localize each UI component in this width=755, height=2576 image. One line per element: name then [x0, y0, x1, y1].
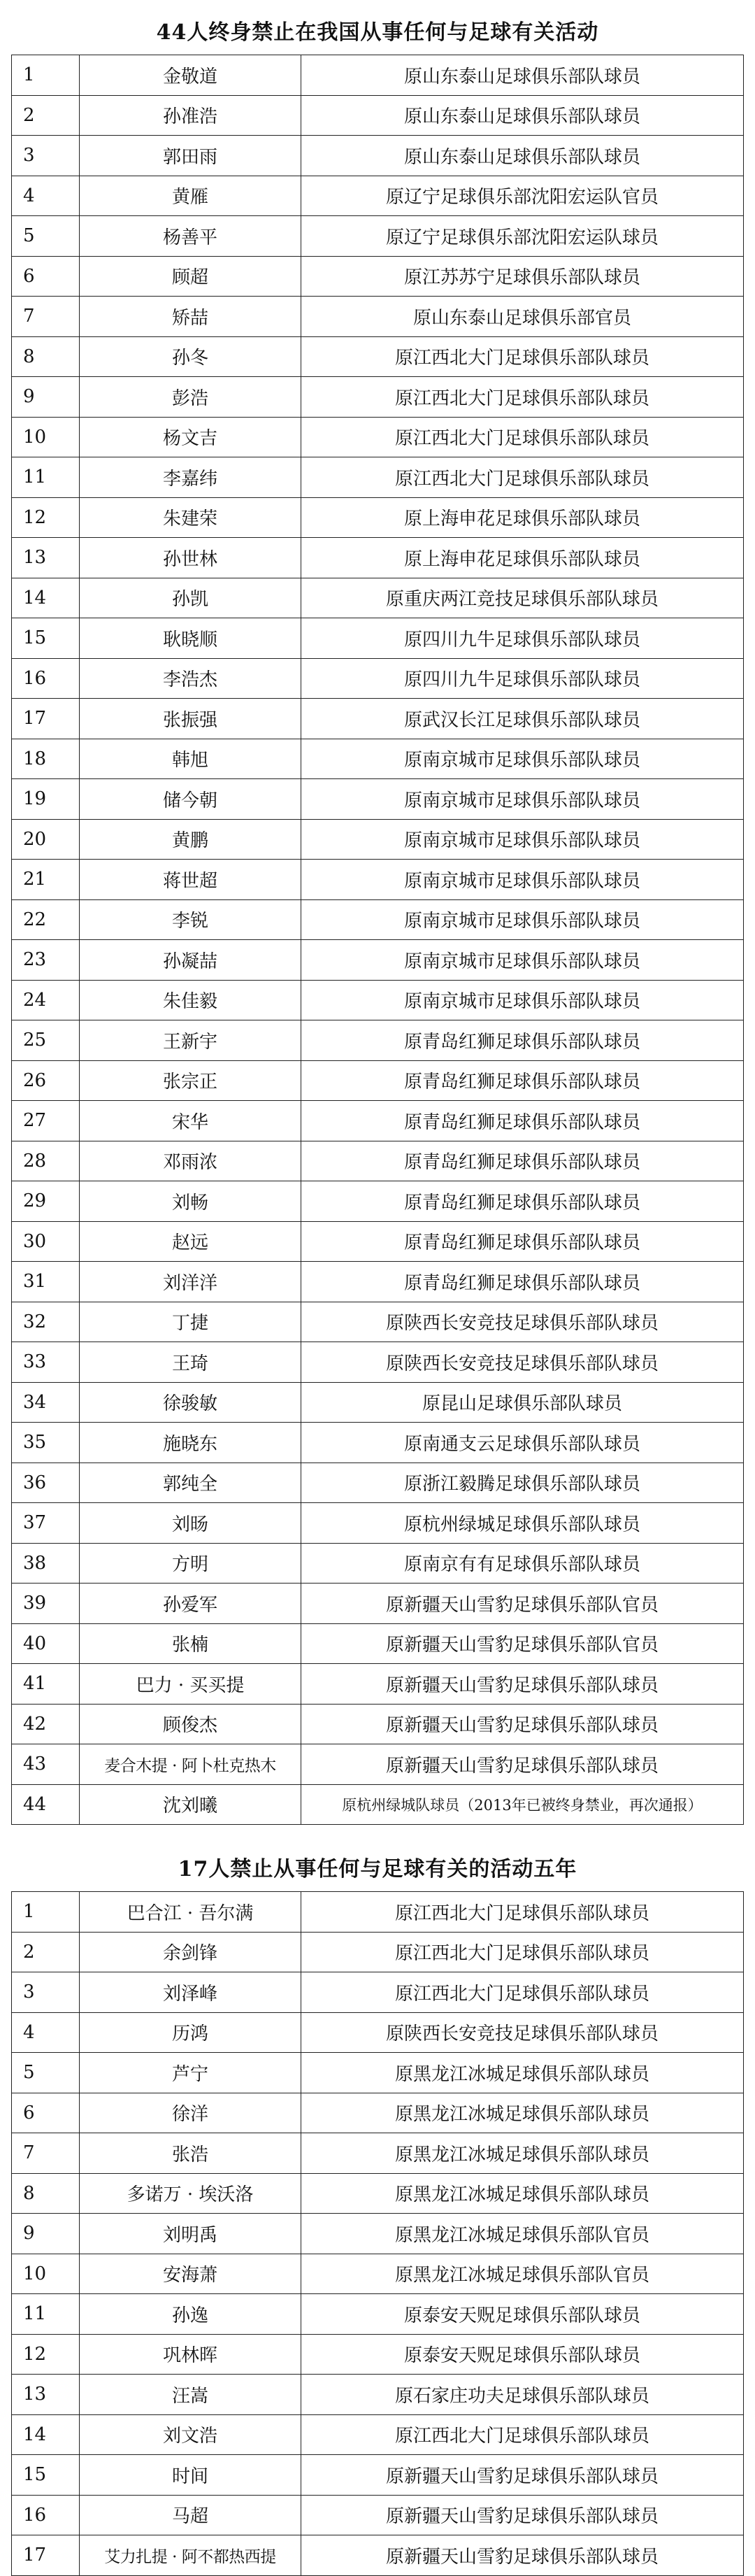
club-role: 原新疆天山雪豹足球俱乐部队球员 — [301, 1664, 744, 1705]
table-row — [12, 1503, 744, 1544]
row-number: 44 — [12, 1784, 80, 1825]
row-number: 17 — [12, 2535, 80, 2576]
table-row — [12, 2012, 744, 2053]
row-number: 11 — [12, 2294, 80, 2335]
person-name: 刘旸 — [80, 1503, 301, 1544]
person-name: 孙逸 — [80, 2294, 301, 2335]
table-row — [12, 2334, 744, 2375]
table-row — [12, 1664, 744, 1705]
club-role: 原山东泰山足球俱乐部队球员 — [301, 136, 744, 176]
table-row — [12, 2495, 744, 2535]
table-row — [12, 980, 744, 1020]
table-row — [12, 1020, 744, 1061]
club-role: 原辽宁足球俱乐部沈阳宏运队球员 — [301, 216, 744, 257]
person-name: 安海萧 — [80, 2254, 301, 2294]
table-row — [12, 1302, 744, 1342]
person-name: 蒋世超 — [80, 860, 301, 900]
club-role: 原南京城市足球俱乐部队球员 — [301, 739, 744, 779]
row-number: 26 — [12, 1060, 80, 1101]
row-number: 5 — [12, 216, 80, 257]
lifetime-ban-table-body — [12, 55, 744, 1825]
row-number: 13 — [12, 538, 80, 578]
club-role: 原青岛红狮足球俱乐部队球员 — [301, 1181, 744, 1222]
person-name: 历鸿 — [80, 2012, 301, 2053]
person-name: 多诺万 · 埃沃洛 — [80, 2173, 301, 2214]
row-number: 6 — [12, 2093, 80, 2133]
club-role: 原南京有有足球俱乐部队球员 — [301, 1543, 744, 1584]
row-number: 7 — [12, 297, 80, 337]
person-name: 孙凯 — [80, 578, 301, 618]
club-role: 原四川九牛足球俱乐部队球员 — [301, 618, 744, 659]
table-row — [12, 1262, 744, 1302]
table-row — [12, 176, 744, 216]
club-role: 原黑龙江冰城足球俱乐部队球员 — [301, 2093, 744, 2133]
row-number: 16 — [12, 658, 80, 699]
club-role: 原武汉长江足球俱乐部队球员 — [301, 699, 744, 739]
club-role: 原新疆天山雪豹足球俱乐部队球员 — [301, 2495, 744, 2535]
person-name: 张宗正 — [80, 1060, 301, 1101]
person-name: 巴力 · 买买提 — [80, 1664, 301, 1705]
club-role: 原山东泰山足球俱乐部队球员 — [301, 55, 744, 96]
table-row — [12, 2214, 744, 2254]
club-role: 原上海申花足球俱乐部队球员 — [301, 538, 744, 578]
row-number: 14 — [12, 578, 80, 618]
row-number: 10 — [12, 2254, 80, 2294]
row-number: 3 — [12, 136, 80, 176]
row-number: 41 — [12, 1664, 80, 1705]
club-role: 原陕西长安竞技足球俱乐部队球员 — [301, 2012, 744, 2053]
person-name: 朱佳毅 — [80, 980, 301, 1020]
row-number: 21 — [12, 860, 80, 900]
table-row — [12, 95, 744, 136]
row-number: 4 — [12, 176, 80, 216]
club-role: 原青岛红狮足球俱乐部队球员 — [301, 1020, 744, 1061]
lifetime-ban-table — [11, 55, 744, 1825]
table-row — [12, 2294, 744, 2335]
person-name: 徐骏敏 — [80, 1382, 301, 1423]
row-number: 12 — [12, 2334, 80, 2375]
person-name: 汪嵩 — [80, 2375, 301, 2415]
club-role: 原杭州绿城足球俱乐部队球员 — [301, 1503, 744, 1544]
person-name: 金敬道 — [80, 55, 301, 96]
row-number: 40 — [12, 1623, 80, 1664]
person-name: 张浩 — [80, 2133, 301, 2174]
table-row — [12, 1932, 744, 1972]
club-role: 原泰安天贶足球俱乐部队球员 — [301, 2294, 744, 2335]
table-row — [12, 1342, 744, 1383]
club-role: 原青岛红狮足球俱乐部队球员 — [301, 1141, 744, 1181]
row-number: 3 — [12, 1972, 80, 2013]
five-year-ban-table — [11, 1891, 744, 2576]
row-number: 27 — [12, 1101, 80, 1141]
table-row — [12, 699, 744, 739]
person-name: 顾俊杰 — [80, 1704, 301, 1744]
table-row — [12, 2053, 744, 2093]
club-role: 原杭州绿城队球员（2013年已被终身禁业，再次通报） — [301, 1784, 744, 1825]
row-number: 15 — [12, 2455, 80, 2496]
person-name: 韩旭 — [80, 739, 301, 779]
person-name: 方明 — [80, 1543, 301, 1584]
table-row — [12, 2133, 744, 2174]
row-number: 31 — [12, 1262, 80, 1302]
row-number: 35 — [12, 1423, 80, 1463]
table-row — [12, 2375, 744, 2415]
table-row — [12, 2535, 744, 2576]
table-row — [12, 1584, 744, 1624]
club-role: 原新疆天山雪豹足球俱乐部队球员 — [301, 2535, 744, 2576]
club-role: 原黑龙江冰城足球俱乐部队球员 — [301, 2053, 744, 2093]
club-role: 原江西北大门足球俱乐部队球员 — [301, 1932, 744, 1972]
person-name: 孙准浩 — [80, 95, 301, 136]
person-name: 徐洋 — [80, 2093, 301, 2133]
row-number: 39 — [12, 1584, 80, 1624]
row-number: 34 — [12, 1382, 80, 1423]
row-number: 30 — [12, 1221, 80, 1262]
person-name: 矫喆 — [80, 297, 301, 337]
table-row — [12, 497, 744, 538]
person-name: 朱建荣 — [80, 497, 301, 538]
club-role: 原四川九牛足球俱乐部队球员 — [301, 658, 744, 699]
club-role: 原黑龙江冰城足球俱乐部队官员 — [301, 2254, 744, 2294]
club-role: 原江苏苏宁足球俱乐部队球员 — [301, 256, 744, 297]
table-row — [12, 1463, 744, 1503]
person-name: 余剑锋 — [80, 1932, 301, 1972]
club-role: 原青岛红狮足球俱乐部队球员 — [301, 1101, 744, 1141]
table-row — [12, 1101, 744, 1141]
club-role: 原青岛红狮足球俱乐部队球员 — [301, 1060, 744, 1101]
club-role: 原石家庄功夫足球俱乐部队球员 — [301, 2375, 744, 2415]
row-number: 28 — [12, 1141, 80, 1181]
table-row — [12, 940, 744, 981]
person-name: 郭田雨 — [80, 136, 301, 176]
table-row — [12, 1543, 744, 1584]
person-name: 艾力扎提 · 阿不都热西提 — [80, 2535, 301, 2576]
person-name: 刘文浩 — [80, 2414, 301, 2455]
club-role: 原山东泰山足球俱乐部队球员 — [301, 95, 744, 136]
club-role: 原南通支云足球俱乐部队球员 — [301, 1423, 744, 1463]
table-row — [12, 899, 744, 940]
person-name: 刘畅 — [80, 1181, 301, 1222]
person-name: 王琦 — [80, 1342, 301, 1383]
person-name: 巩林晖 — [80, 2334, 301, 2375]
table-row — [12, 819, 744, 860]
club-role: 原新疆天山雪豹足球俱乐部队官员 — [301, 1584, 744, 1624]
row-number: 43 — [12, 1744, 80, 1785]
table-row — [12, 1060, 744, 1101]
club-role: 原江西北大门足球俱乐部队球员 — [301, 377, 744, 418]
person-name: 张振强 — [80, 699, 301, 739]
person-name: 芦宁 — [80, 2053, 301, 2093]
table-row — [12, 578, 744, 618]
row-number: 20 — [12, 819, 80, 860]
club-role: 原上海申花足球俱乐部队球员 — [301, 497, 744, 538]
person-name: 麦合木提 · 阿卜杜克热木 — [80, 1744, 301, 1785]
person-name: 郭纯全 — [80, 1463, 301, 1503]
table-row — [12, 1423, 744, 1463]
club-role: 原江西北大门足球俱乐部队球员 — [301, 457, 744, 498]
person-name: 李嘉纬 — [80, 457, 301, 498]
five-year-ban-title: 17人禁止从事任何与足球有关的活动五年 — [178, 1857, 577, 1881]
person-name: 耿晓顺 — [80, 618, 301, 659]
club-role: 原南京城市足球俱乐部队球员 — [301, 899, 744, 940]
table-row — [12, 538, 744, 578]
club-role: 原泰安天贶足球俱乐部队球员 — [301, 2334, 744, 2375]
person-name: 孙爱军 — [80, 1584, 301, 1624]
row-number: 19 — [12, 779, 80, 820]
table-row — [12, 2414, 744, 2455]
row-number: 25 — [12, 1020, 80, 1061]
row-number: 1 — [12, 1892, 80, 1933]
club-role: 原南京城市足球俱乐部队球员 — [301, 980, 744, 1020]
table-row — [12, 136, 744, 176]
person-name: 刘洋洋 — [80, 1262, 301, 1302]
club-role: 原新疆天山雪豹足球俱乐部队球员 — [301, 2455, 744, 2496]
table-row — [12, 658, 744, 699]
person-name: 杨文吉 — [80, 417, 301, 457]
table-row — [12, 779, 744, 820]
table-row — [12, 417, 744, 457]
row-number: 36 — [12, 1463, 80, 1503]
club-role: 原昆山足球俱乐部队球员 — [301, 1382, 744, 1423]
table-row — [12, 256, 744, 297]
row-number: 2 — [12, 1932, 80, 1972]
club-role: 原重庆两江竞技足球俱乐部队球员 — [301, 578, 744, 618]
person-name: 刘泽峰 — [80, 1972, 301, 2013]
row-number: 9 — [12, 377, 80, 418]
row-number: 22 — [12, 899, 80, 940]
table-row — [12, 1704, 744, 1744]
table-row — [12, 457, 744, 498]
person-name: 宋华 — [80, 1101, 301, 1141]
table-row — [12, 336, 744, 377]
club-role: 原新疆天山雪豹足球俱乐部队官员 — [301, 1623, 744, 1664]
person-name: 张楠 — [80, 1623, 301, 1664]
five-year-ban-section — [11, 1842, 744, 2576]
person-name: 丁捷 — [80, 1302, 301, 1342]
person-name: 彭浩 — [80, 377, 301, 418]
club-role: 原陕西长安竞技足球俱乐部队球员 — [301, 1302, 744, 1342]
person-name: 刘明禹 — [80, 2214, 301, 2254]
club-role: 原黑龙江冰城足球俱乐部队球员 — [301, 2133, 744, 2174]
row-number: 1 — [12, 55, 80, 96]
person-name: 储今朝 — [80, 779, 301, 820]
row-number: 17 — [12, 699, 80, 739]
row-number: 12 — [12, 497, 80, 538]
row-number: 14 — [12, 2414, 80, 2455]
table-row — [12, 2173, 744, 2214]
lifetime-ban-title: 44人终身禁止在我国从事任何与足球有关活动 — [156, 20, 599, 45]
table-row — [12, 297, 744, 337]
row-number: 2 — [12, 95, 80, 136]
row-number: 23 — [12, 940, 80, 981]
row-number: 8 — [12, 2173, 80, 2214]
table-row — [12, 1623, 744, 1664]
person-name: 黄雁 — [80, 176, 301, 216]
club-role: 原青岛红狮足球俱乐部队球员 — [301, 1262, 744, 1302]
person-name: 黄鹏 — [80, 819, 301, 860]
person-name: 李锐 — [80, 899, 301, 940]
row-number: 16 — [12, 2495, 80, 2535]
table-row — [12, 860, 744, 900]
table-row — [12, 2093, 744, 2133]
row-number: 37 — [12, 1503, 80, 1544]
table-row — [12, 2254, 744, 2294]
row-number: 42 — [12, 1704, 80, 1744]
person-name: 李浩杰 — [80, 658, 301, 699]
person-name: 赵远 — [80, 1221, 301, 1262]
table-row — [12, 1221, 744, 1262]
club-role: 原陕西长安竞技足球俱乐部队球员 — [301, 1342, 744, 1383]
club-role: 原青岛红狮足球俱乐部队球员 — [301, 1221, 744, 1262]
row-number: 9 — [12, 2214, 80, 2254]
table-row — [12, 55, 744, 96]
club-role: 原辽宁足球俱乐部沈阳宏运队官员 — [301, 176, 744, 216]
person-name: 孙世林 — [80, 538, 301, 578]
club-role: 原江西北大门足球俱乐部队球员 — [301, 1892, 744, 1933]
row-number: 11 — [12, 457, 80, 498]
row-number: 18 — [12, 739, 80, 779]
person-name: 巴合江 · 吾尔满 — [80, 1892, 301, 1933]
club-role: 原山东泰山足球俱乐部官员 — [301, 297, 744, 337]
person-name: 王新宇 — [80, 1020, 301, 1061]
table-row — [12, 2455, 744, 2496]
club-role: 原江西北大门足球俱乐部队球员 — [301, 2414, 744, 2455]
club-role: 原江西北大门足球俱乐部队球员 — [301, 336, 744, 377]
row-number: 8 — [12, 336, 80, 377]
table-row — [12, 1141, 744, 1181]
person-name: 孙凝喆 — [80, 940, 301, 981]
row-number: 5 — [12, 2053, 80, 2093]
person-name: 马超 — [80, 2495, 301, 2535]
row-number: 24 — [12, 980, 80, 1020]
row-number: 15 — [12, 618, 80, 659]
table-row — [12, 739, 744, 779]
club-role: 原新疆天山雪豹足球俱乐部队球员 — [301, 1704, 744, 1744]
table-row — [12, 1892, 744, 1933]
club-role: 原江西北大门足球俱乐部队球员 — [301, 1972, 744, 2013]
table-row — [12, 1181, 744, 1222]
table-row — [12, 1382, 744, 1423]
row-number: 33 — [12, 1342, 80, 1383]
club-role: 原黑龙江冰城足球俱乐部队官员 — [301, 2214, 744, 2254]
table-row — [12, 216, 744, 257]
row-number: 7 — [12, 2133, 80, 2174]
club-role: 原江西北大门足球俱乐部队球员 — [301, 417, 744, 457]
table-row — [12, 1744, 744, 1785]
table-row — [12, 1784, 744, 1825]
person-name: 顾超 — [80, 256, 301, 297]
club-role: 原浙江毅腾足球俱乐部队球员 — [301, 1463, 744, 1503]
club-role: 原新疆天山雪豹足球俱乐部队球员 — [301, 1744, 744, 1785]
person-name: 施晓东 — [80, 1423, 301, 1463]
row-number: 6 — [12, 256, 80, 297]
club-role: 原南京城市足球俱乐部队球员 — [301, 860, 744, 900]
row-number: 10 — [12, 417, 80, 457]
table-row — [12, 377, 744, 418]
person-name: 沈刘曦 — [80, 1784, 301, 1825]
club-role: 原南京城市足球俱乐部队球员 — [301, 940, 744, 981]
table-row — [12, 1972, 744, 2013]
person-name: 时间 — [80, 2455, 301, 2496]
row-number: 32 — [12, 1302, 80, 1342]
row-number: 4 — [12, 2012, 80, 2053]
table-row — [12, 618, 744, 659]
row-number: 38 — [12, 1543, 80, 1584]
club-role: 原南京城市足球俱乐部队球员 — [301, 819, 744, 860]
five-year-ban-table-body — [12, 1892, 744, 2576]
club-role: 原南京城市足球俱乐部队球员 — [301, 779, 744, 820]
lifetime-ban-section — [11, 6, 744, 1825]
row-number: 29 — [12, 1181, 80, 1222]
person-name: 邓雨浓 — [80, 1141, 301, 1181]
person-name: 杨善平 — [80, 216, 301, 257]
club-role: 原黑龙江冰城足球俱乐部队球员 — [301, 2173, 744, 2214]
row-number: 13 — [12, 2375, 80, 2415]
person-name: 孙冬 — [80, 336, 301, 377]
